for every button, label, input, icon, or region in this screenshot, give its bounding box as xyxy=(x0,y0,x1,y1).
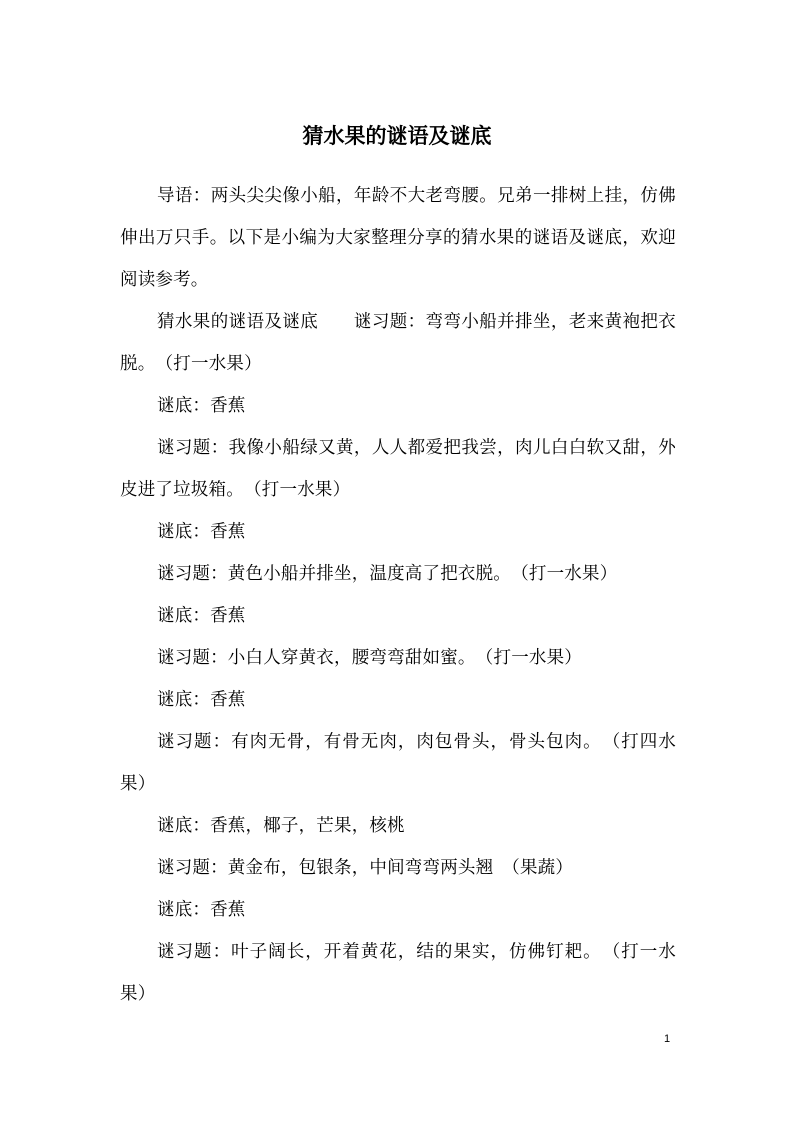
document-body xyxy=(120,175,676,1015)
page-number: 1 xyxy=(664,1033,671,1045)
paragraph-riddle-1: 猜水果的谜语及谜底 谜习题：弯弯小船并排坐，老来黄袍把衣脱。 （打一水果） xyxy=(120,312,676,374)
paragraph-answer-1: 谜底：香蕉 xyxy=(157,396,246,416)
paragraph-riddle-3: 谜习题：黄色小船并排坐，温度高了把衣脱。 （打一水果） xyxy=(157,564,618,584)
paragraph-answer-4: 谜底：香蕉 xyxy=(157,690,246,710)
paragraph-answer-3: 谜底：香蕉 xyxy=(157,606,246,626)
paragraph-answer-2: 谜底：香蕉 xyxy=(157,522,246,542)
paragraph-answer-6: 谜底：香蕉 xyxy=(157,900,246,920)
document-title: 猜水果的谜语及谜底 xyxy=(302,123,492,148)
paragraph-riddle-6: 谜习题：黄金布，包银条，中间弯弯两头翘 （果蔬） xyxy=(157,858,574,878)
paragraph-answer-5: 谜底：香蕉，椰子，芒果，核桃 xyxy=(157,816,405,836)
paragraph-riddle-5: 谜习题：有肉无骨，有骨无肉，肉包骨头，骨头包肉。 （打四水果） xyxy=(120,732,676,794)
paragraph-riddle-2: 谜习题：我像小船绿又黄，人人都爱把我尝，肉儿白白软又甜，外皮进了垃圾箱。 （打一水果） xyxy=(120,438,676,500)
paragraph-intro: 导语：两头尖尖像小船，年龄不大老弯腰。兄弟一排树上挂，仿佛伸出万只手。以下是小编为大家整理分享的猜水果的谜语及谜底，欢迎阅读参考。 xyxy=(120,186,676,290)
paragraph-riddle-7: 谜习题：叶子阔长，开着黄花，结的果实，仿佛钉耙。 （打一水果） xyxy=(120,942,676,1004)
paragraph-riddle-4: 谜习题：小白人穿黄衣，腰弯弯甜如蜜。 （打一水果） xyxy=(157,648,582,668)
